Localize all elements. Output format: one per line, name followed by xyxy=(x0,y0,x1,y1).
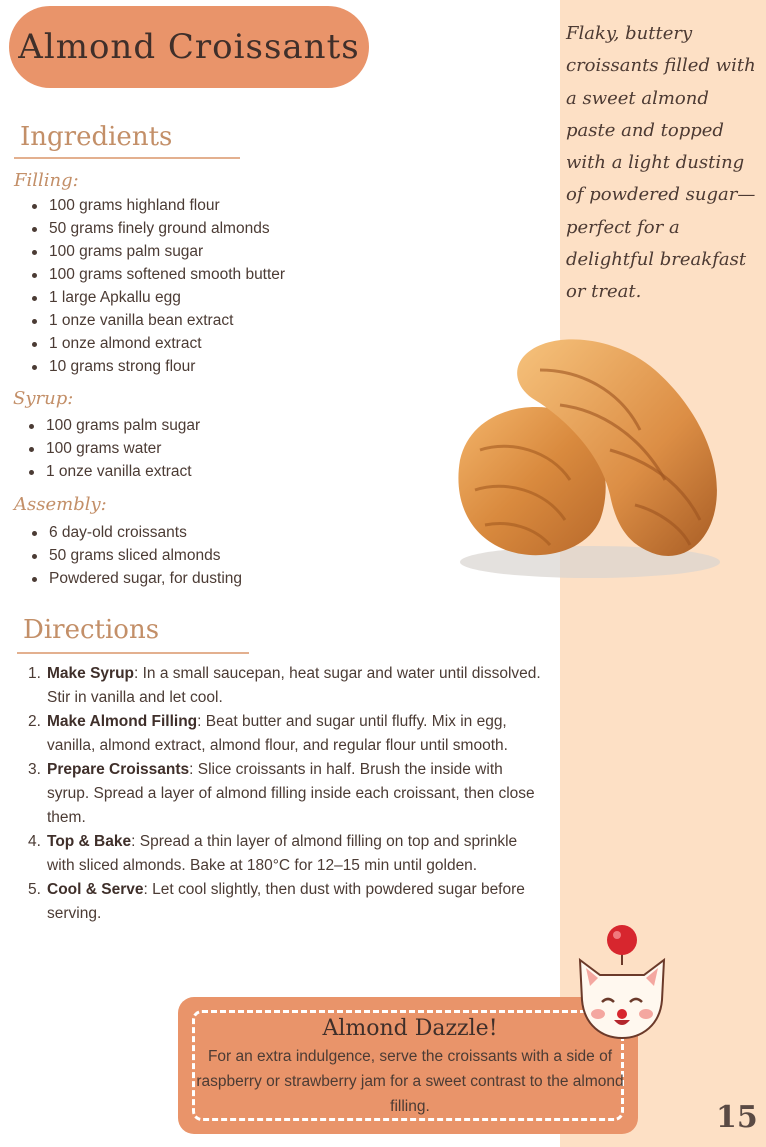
title-banner xyxy=(9,6,369,88)
list-item: 100 grams water xyxy=(26,437,200,460)
moogle-mascot-icon xyxy=(572,920,672,1040)
step-title: Make Almond Filling xyxy=(47,713,198,730)
syrup-label: Syrup: xyxy=(13,388,74,409)
list-item: 100 grams palm sugar xyxy=(26,414,200,437)
list-item: 100 grams highland flour xyxy=(29,194,285,217)
ingredients-heading: Ingredients xyxy=(20,122,173,152)
step-text: : Let cool slightly, then dust with powdered sugar before serving. xyxy=(47,881,525,922)
list-item: 100 grams palm sugar xyxy=(29,240,285,263)
list-item: 50 grams finely ground almonds xyxy=(29,217,285,240)
direction-step: 2. Make Almond Filling: Beat butter and sugar until fluffy. Mix in egg, vanilla, almond extract, almond flour, and regular flour until smooth. xyxy=(28,713,508,754)
list-item: 100 grams softened smooth butter xyxy=(29,263,285,286)
croissants-illustration xyxy=(440,330,740,590)
step-title: Make Syrup xyxy=(47,665,135,682)
direction-step: 5. Cool & Serve: Let cool slightly, then dust with powdered sugar before serving. xyxy=(28,881,525,922)
step-text: : Slice croissants in half. Brush the inside with syrup. Spread a layer of almond filling inside each croissant, then close them. xyxy=(47,761,535,826)
step-title: Top & Bake xyxy=(47,833,132,850)
direction-step: 1. Make Syrup: In a small saucepan, heat sugar and water until dissolved. Stir in vanilla and let cool. xyxy=(28,665,541,706)
list-item: 1 onze almond extract xyxy=(29,332,285,355)
list-item: 1 large Apkallu egg xyxy=(29,286,285,309)
filling-list xyxy=(29,194,285,378)
list-item: 1 onze vanilla extract xyxy=(26,460,200,483)
assembly-label: Assembly: xyxy=(14,494,107,515)
direction-step: 4. Top & Bake: Spread a thin layer of almond filling on top and sprinkle with sliced almonds. Bake at 180°C for 12–15 min until golden. xyxy=(28,833,518,874)
assembly-list xyxy=(29,521,242,590)
page-number: 15 xyxy=(716,1100,758,1135)
step-text: : Beat butter and sugar until fluffy. Mix in egg, vanilla, almond extract, almond flour, and regular flour until smooth. xyxy=(47,713,508,754)
step-title: Cool & Serve xyxy=(47,881,144,898)
tip-title: Almond Dazzle! xyxy=(322,1016,498,1041)
page-title: Almond Croissants xyxy=(18,27,360,67)
step-title: Prepare Croissants xyxy=(47,761,190,778)
list-item: 1 onze vanilla bean extract xyxy=(29,309,285,332)
directions-list xyxy=(28,662,548,926)
directions-underline xyxy=(17,652,249,654)
direction-step: 3. Prepare Croissants: Slice croissants in half. Brush the inside with syrup. Spread a layer of almond filling inside each croissant, then close them. xyxy=(28,761,535,826)
list-item: Powdered sugar, for dusting xyxy=(29,567,242,590)
step-text: : Spread a thin layer of almond filling on top and sprinkle with sliced almonds. Bake at 180°C for 12–15 min until golden. xyxy=(47,833,518,874)
list-item: 10 grams strong flour xyxy=(29,355,285,378)
ingredients-underline xyxy=(14,157,240,159)
list-item: 50 grams sliced almonds xyxy=(29,544,242,567)
tip-text: For an extra indulgence, serve the croissants with a side of raspberry or strawberry jam for a sweet contrast to the almond filling. xyxy=(196,1048,624,1115)
list-item: 6 day-old croissants xyxy=(29,521,242,544)
step-text: : In a small saucepan, heat sugar and water until dissolved. Stir in vanilla and let cool. xyxy=(47,665,541,706)
syrup-list xyxy=(26,414,200,483)
filling-label: Filling: xyxy=(14,170,79,191)
directions-heading: Directions xyxy=(23,615,160,645)
recipe-tagline: Flaky, buttery croissants filled with a sweet almond paste and topped with a light dusting of powdered sugar—perfect for a delightful breakfast or treat. xyxy=(566,23,756,303)
